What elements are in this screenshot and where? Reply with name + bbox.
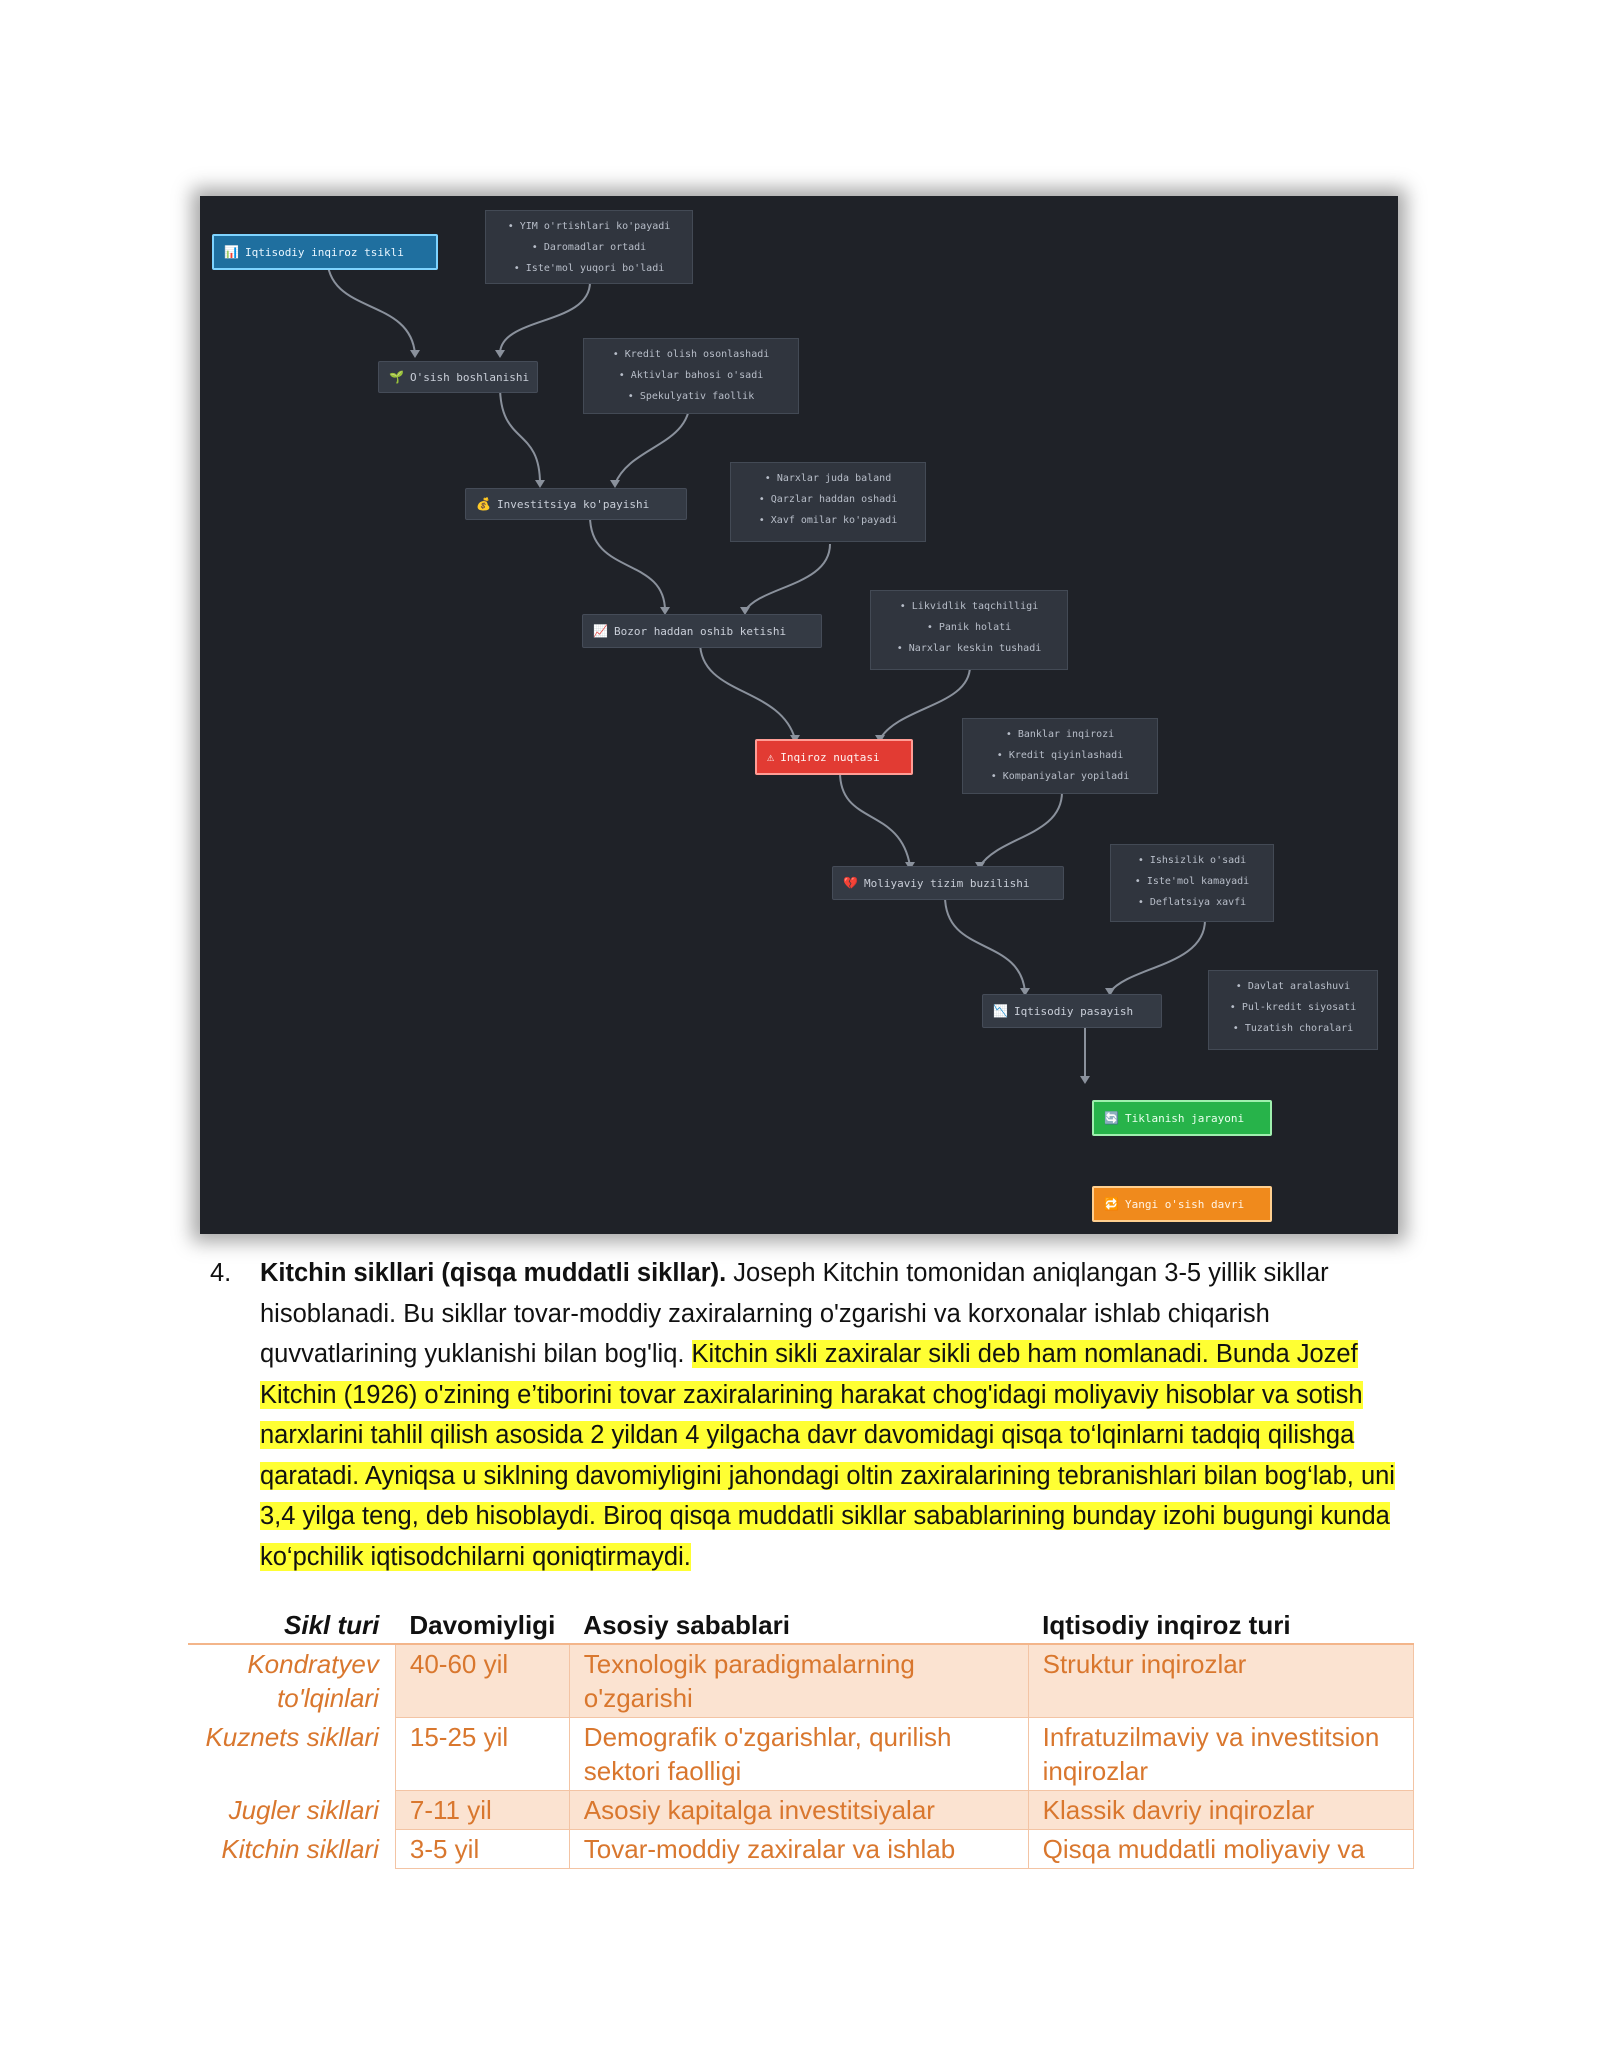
node-investment-growth	[465, 488, 687, 520]
note-line: • Narxlar keskin tushadi	[896, 643, 1042, 654]
node-recovery	[1092, 1100, 1272, 1136]
chart-icon: 📊	[224, 245, 239, 259]
note-line: • Aktivlar bahosi o'sadi	[618, 370, 764, 381]
node-financial-breakdown	[832, 866, 1064, 900]
note-line: • Xavf omilar ko'payadi	[758, 515, 898, 526]
cell-duration: 7-11 yil	[395, 1791, 569, 1830]
note-line: • Davlat aralashuvi	[1235, 981, 1351, 992]
node-market-overheat	[582, 614, 822, 648]
cell-cause: Tovar-moddiy zaxiralar va ishlab	[569, 1830, 1028, 1869]
note-line: • Qarzlar haddan oshadi	[758, 494, 898, 505]
node-label: Inqiroz nuqtasi	[780, 750, 880, 764]
sprout-icon: 🌱	[389, 370, 404, 384]
kitchin-paragraph	[210, 1253, 1420, 1577]
note-line: • Kompaniyalar yopiladi	[990, 771, 1130, 782]
cell-duration: 3-5 yil	[395, 1830, 569, 1869]
table-row	[188, 1718, 1414, 1791]
note-block-3	[730, 462, 926, 542]
note-block-5	[962, 718, 1158, 794]
note-line: • Likvidlik taqchilligi	[899, 601, 1039, 612]
note-line: • Panik holati	[926, 622, 1012, 633]
note-line: • Kredit qiyinlashadi	[996, 750, 1124, 761]
cell-cause: Texnologik paradigmalarning o'zgarishi	[569, 1644, 1028, 1718]
cell-cause: Demografik o'zgarishlar, qurilish sektori faolligi	[569, 1718, 1028, 1791]
note-line: • Narxlar juda baland	[764, 473, 892, 484]
repeat-icon: 🔁	[1104, 1197, 1119, 1211]
node-label: Iqtisodiy pasayish	[1013, 1004, 1134, 1018]
node-new-growth	[1092, 1186, 1272, 1222]
node-label: Tiklanish jarayoni	[1124, 1111, 1245, 1125]
table-row	[188, 1791, 1414, 1830]
chart-down-icon: 📉	[993, 1004, 1008, 1018]
note-line: • Iste'mol yuqori bo'ladi	[513, 263, 665, 274]
node-label: Bozor haddan oshib ketishi	[613, 624, 787, 638]
warning-icon: ⚠	[767, 750, 775, 764]
node-label: Yangi o'sish davri	[1124, 1197, 1245, 1211]
note-line: • Iste'mol kamayadi	[1134, 876, 1250, 887]
cell-cause: Asosiy kapitalga investitsiyalar	[569, 1791, 1028, 1830]
flowchart-connectors	[200, 196, 1398, 1234]
note-line: • Ishsizlik o'sadi	[1137, 855, 1247, 866]
header-duration: Davomiyligi	[395, 1605, 569, 1644]
chart-up-icon: 📈	[593, 624, 608, 638]
header-cycle-type: Sikl turi	[188, 1605, 395, 1644]
note-line: • Daromadlar ortadi	[531, 242, 647, 253]
cell-crisis: Struktur inqirozlar	[1028, 1644, 1413, 1718]
list-number: 4.	[210, 1259, 232, 1287]
node-label: Investitsiya ko'payishi	[496, 497, 650, 511]
money-bag-icon: 💰	[476, 497, 491, 511]
note-line: • Spekulyativ faollik	[627, 391, 755, 402]
table-header-row	[188, 1605, 1414, 1644]
table-row	[188, 1830, 1414, 1869]
node-economic-decline	[982, 994, 1162, 1028]
cell-crisis: Qisqa muddatli moliyaviy va	[1028, 1830, 1413, 1869]
header-causes: Asosiy sabablari	[569, 1605, 1028, 1644]
note-block-1	[485, 210, 693, 284]
cell-duration: 40-60 yil	[395, 1644, 569, 1718]
paragraph-intro: Joseph Kitchin tomonidan aniqlangan 3-5 yillik sikllar hisoblanadi. Bu sikllar tovar-moddiy zaxiralarning o'zgarishi va korxonalar ishlab chiqarish quvvatlarining yuklanishi bilan bog'liq.	[260, 1259, 1329, 1368]
node-growth-start	[378, 361, 538, 393]
cell-cycle-name: Kuznets sikllari	[205, 1721, 379, 1752]
cell-crisis: Klassik davriy inqirozlar	[1028, 1791, 1413, 1830]
node-label: O'sish boshlanishi	[409, 370, 530, 384]
note-block-6	[1110, 844, 1274, 922]
node-cycle-start	[212, 234, 438, 270]
cell-cycle-name: Kitchin sikllari	[221, 1833, 379, 1864]
note-line: • Banklar inqirozi	[1005, 729, 1115, 740]
cell-cycle-name: Kondratyev to'lqinlari	[247, 1649, 379, 1713]
broken-heart-icon: 💔	[843, 876, 858, 890]
note-block-4	[870, 590, 1068, 670]
cell-duration: 15-25 yil	[395, 1718, 569, 1791]
table-row	[188, 1644, 1414, 1718]
note-block-2	[583, 338, 799, 414]
cycles-table	[188, 1605, 1414, 1869]
note-line: • Pul-kredit siyosati	[1229, 1002, 1357, 1013]
cell-crisis: Infratuzilmaviy va investitsion inqirozlar	[1028, 1718, 1413, 1791]
header-crisis-type: Iqtisodiy inqiroz turi	[1028, 1605, 1413, 1644]
flowchart-image	[200, 196, 1398, 1234]
node-crisis-point	[755, 739, 913, 775]
note-line: • YIM o'rtishlari ko'payadi	[507, 221, 671, 232]
cell-cycle-name: Jugler sikllari	[228, 1794, 379, 1825]
node-label: Moliyaviy tizim buzilishi	[863, 876, 1030, 890]
node-label: Iqtisodiy inqiroz tsikli	[244, 245, 404, 259]
paragraph-title: Kitchin sikllari (qisqa muddatli sikllar).	[260, 1259, 727, 1287]
highlighted-text: Kitchin sikli zaxiralar sikli deb ham nomlanadi. Bunda Jozef Kitchin (1926) o'zining e’tiborini tovar zaxiralarining harakat chog'idagi moliyaviy hisoblar va sotish narxlarini tahlil qilish asosida 2 yildan 4 yilgacha davr davomidagi qisqa to‘lqinlarni tadqiq qilishga qaratadi. Ayniqsa u siklning davomiyligini jahondagi oltin zaxiralarining tebranishlari bilan bog‘lab, uni 3,4 yilga teng, deb hisoblaydi. Biroq qisqa muddatli sikllar sabablarining bunday izohi bugungi kunda ko‘pchilik iqtisodchilarni qoniqtirmaydi.	[260, 1340, 1395, 1571]
note-line: • Tuzatish choralari	[1232, 1023, 1354, 1034]
refresh-icon: 🔄	[1104, 1111, 1119, 1125]
note-block-7	[1208, 970, 1378, 1050]
note-line: • Deflatsiya xavfi	[1137, 897, 1247, 908]
note-line: • Kredit olish osonlashadi	[612, 349, 770, 360]
